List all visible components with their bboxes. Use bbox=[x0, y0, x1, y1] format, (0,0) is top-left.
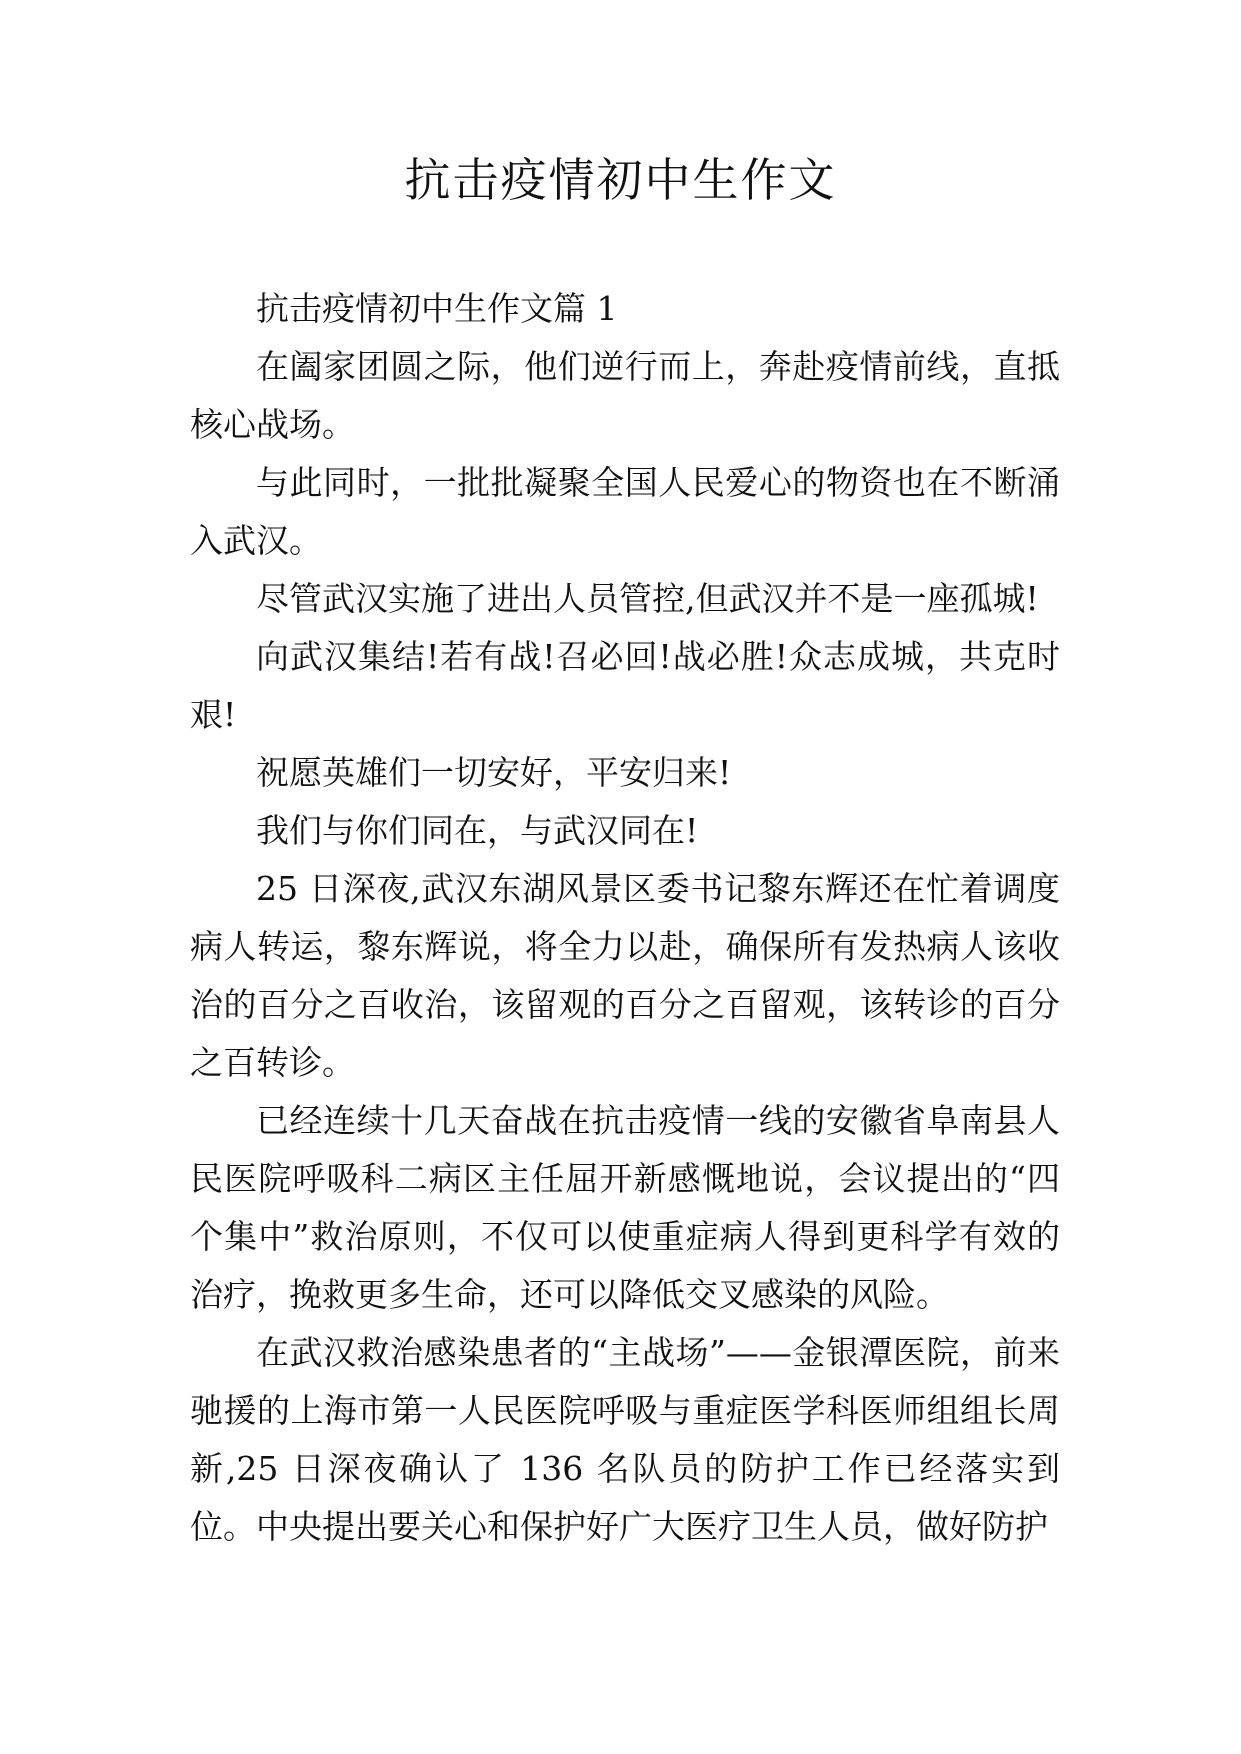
document-body bbox=[190, 280, 1060, 1556]
paragraph: 在阖家团圆之际，他们逆行而上，奔赴疫情前线，直抵核心战场。 bbox=[190, 347, 1060, 444]
paragraph: 与此同时，一批批凝聚全国人民爱心的物资也在不断涌入武汉。 bbox=[190, 463, 1060, 560]
paragraph: 尽管武汉实施了进出人员管控,但武汉并不是一座孤城! bbox=[256, 579, 1039, 618]
document-title: 抗击疫情初中生作文 bbox=[404, 153, 837, 207]
paragraph: 向武汉集结!若有战!召必回!战必胜!众志成城，共克时艰! bbox=[190, 637, 1060, 734]
paragraph: 已经连续十几天奋战在抗击疫情一线的安徽省阜南县人民医院呼吸科二病区主任屈开新感慨地说，会议提出的“四个集中”救治原则，不仅可以使重症病人得到更科学有效的治疗，挽救更多生命，还可以降低交叉感染的风险。 bbox=[190, 1101, 1060, 1314]
paragraph: 25 日深夜,武汉东湖风景区委书记黎东辉还在忙着调度病人转运，黎东辉说，将全力以赴，确保所有发热病人该收治的百分之百收治，该留观的百分之百留观，该转诊的百分之百转诊。 bbox=[190, 869, 1060, 1082]
paragraph: 我们与你们同在，与武汉同在! bbox=[256, 811, 699, 850]
section-heading: 抗击疫情初中生作文篇 1 bbox=[256, 289, 618, 328]
paragraph: 在武汉救治感染患者的“主战场”——金银潭医院，前来驰援的上海市第一人民医院呼吸与重症医学科医师组组长周新,25 日深夜确认了 136 名队员的防护工作已经落实到位。中央提出要关心和保护好广大医疗卫生人员，做好防护 bbox=[190, 1333, 1060, 1546]
paragraph: 祝愿英雄们一切安好，平安归来! bbox=[256, 753, 732, 792]
